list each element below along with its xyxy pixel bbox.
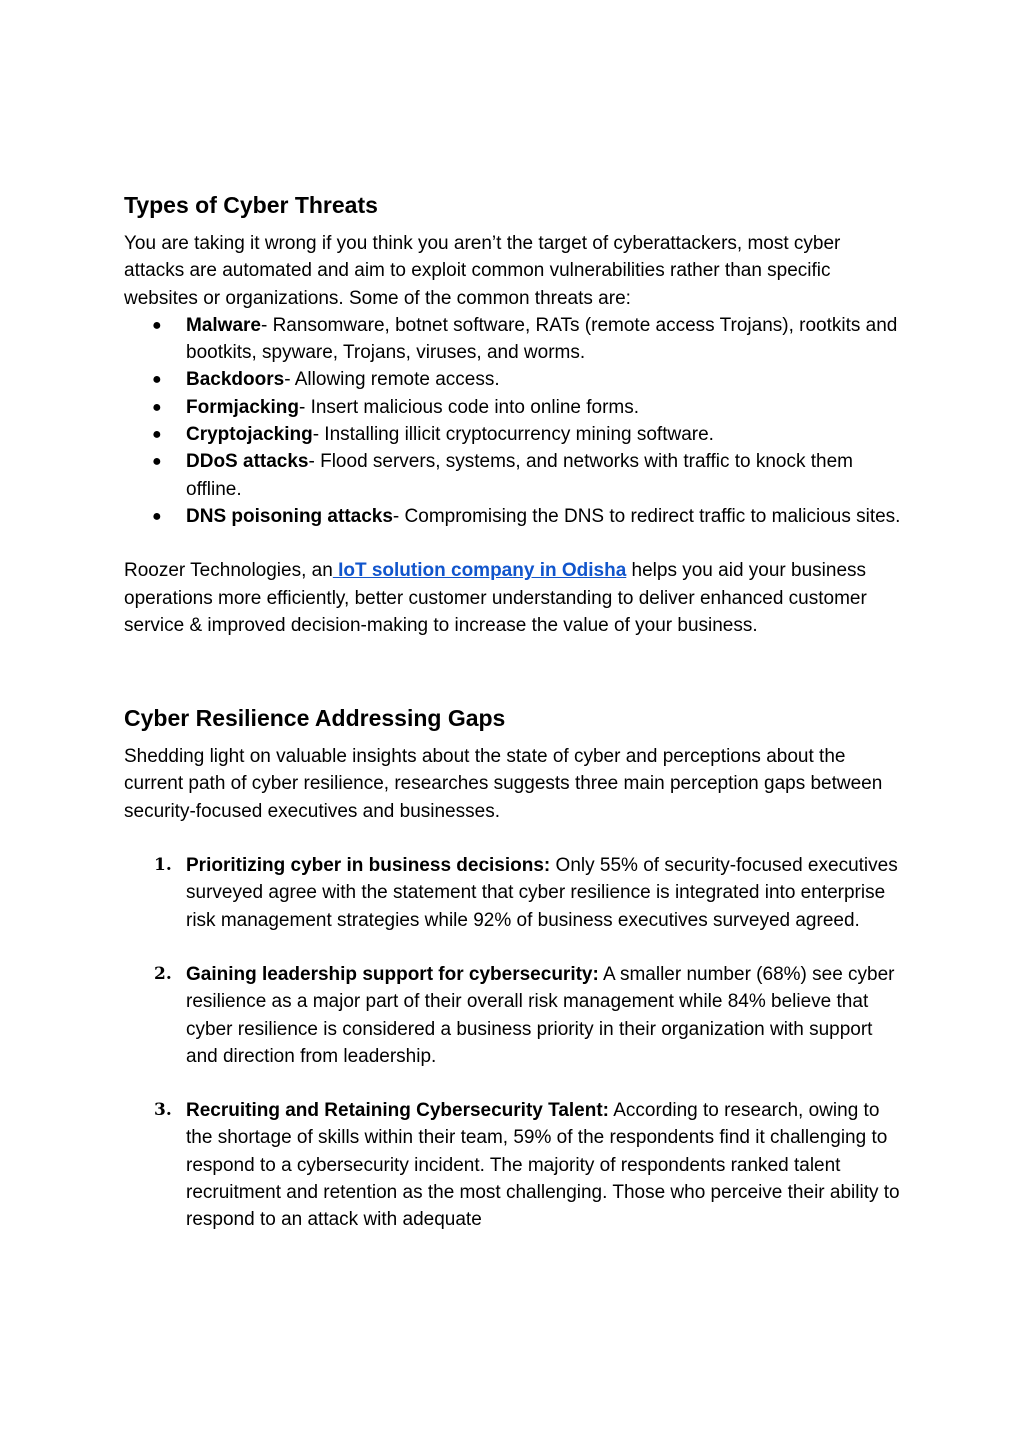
perception-gaps-list [124, 852, 904, 1234]
list-item-dns-poisoning-attacks [124, 503, 904, 530]
threat-description: - Compromising the DNS to redirect traffic to malicious sites. [392, 505, 901, 527]
list-item-gap-2 [124, 961, 904, 1070]
gap-text: According to research, owing to the shortage of skills within their team, 59% of the respondents find it challenging to respond to a cybersecurity incident. The majority of respondents ranked talent recruitment and retention as the most challenging. Those who perceive their ability to respond to an attack with adequate [186, 1100, 900, 1231]
threat-name: DDoS attacks [186, 451, 309, 473]
promo-text-before: Roozer Technologies, an [124, 560, 333, 582]
promo-text-after: helps you aid your business operations more efficiently, better customer understanding to deliver enhanced customer service & improved decision-making to increase the value of your business. [124, 560, 867, 636]
section-heading-cyber-resilience: Cyber Resilience Addressing Gaps [124, 705, 506, 732]
threat-name: DNS poisoning attacks [186, 505, 393, 527]
bullet-icon: ● [152, 398, 162, 416]
section-intro-paragraph: Shedding light on valuable insights about the state of cyber and perceptions about the current path of cyber resilience, researches suggests three main perception gaps between security-focused executives and businesses. [124, 746, 883, 822]
list-number: 2. [154, 963, 172, 984]
list-number: 3. [154, 1100, 172, 1121]
iot-solution-company-link[interactable]: IoT solution company in Odisha [332, 560, 627, 582]
threat-name: Formjacking [186, 396, 299, 418]
list-item-cryptojacking [124, 421, 904, 448]
gap-title: Gaining leadership support for cybersecurity: [186, 963, 599, 985]
section-heading-types-of-cyber-threats: Types of Cyber Threats [124, 192, 378, 218]
bullet-icon: ● [152, 426, 162, 444]
threat-description: - Installing illicit cryptocurrency mining software. [312, 424, 714, 446]
document-page [124, 188, 904, 1261]
bullet-icon: ● [152, 507, 162, 525]
bullet-icon: ● [152, 371, 162, 389]
threats-list [124, 312, 904, 530]
list-item-formjacking [124, 394, 904, 421]
list-item-malware [124, 312, 904, 367]
threat-description: - Flood servers, systems, and networks with traffic to knock them offline. [186, 451, 854, 500]
list-item-gap-3 [124, 1097, 904, 1233]
list-item-ddos-attacks [124, 448, 904, 503]
bullet-icon: ● [152, 316, 162, 334]
promo-paragraph [124, 557, 904, 639]
threat-name: Cryptojacking [186, 424, 313, 446]
threat-description: - Insert malicious code into online forms. [298, 396, 640, 418]
bullet-icon: ● [152, 453, 162, 471]
gap-title: Prioritizing cyber in business decisions: [186, 855, 551, 877]
gap-text: Only 55% of security-focused executives surveyed agree with the statement that cyber resilience is integrated into enterprise risk management strategies while 92% of business executives surveyed agreed. [186, 855, 898, 931]
section-intro-paragraph: You are taking it wrong if you think you aren’t the target of cyberattackers, most cyber attacks are automated and aim to exploit common vulnerabilities rather than specific websites or organizations. Some of the common threats are: [124, 233, 841, 309]
threat-description: - Allowing remote access. [284, 369, 500, 391]
threat-description: - Ransomware, botnet software, RATs (remote access Trojans), rootkits and bootkits, spyware, Trojans, viruses, and worms. [186, 314, 898, 364]
gap-text: A smaller number (68%) see cyber resilience as a major part of their overall risk management while 84% believe that cyber resilience is considered a business priority in their organization with support and direction from leadership. [186, 963, 895, 1067]
threat-name: Backdoors [186, 369, 285, 391]
gap-title: Recruiting and Retaining Cybersecurity Talent: [186, 1100, 610, 1122]
list-item-backdoors [124, 366, 904, 393]
list-item-gap-1 [124, 852, 904, 934]
threat-name: Malware [186, 314, 261, 336]
list-number: 1. [154, 855, 172, 876]
